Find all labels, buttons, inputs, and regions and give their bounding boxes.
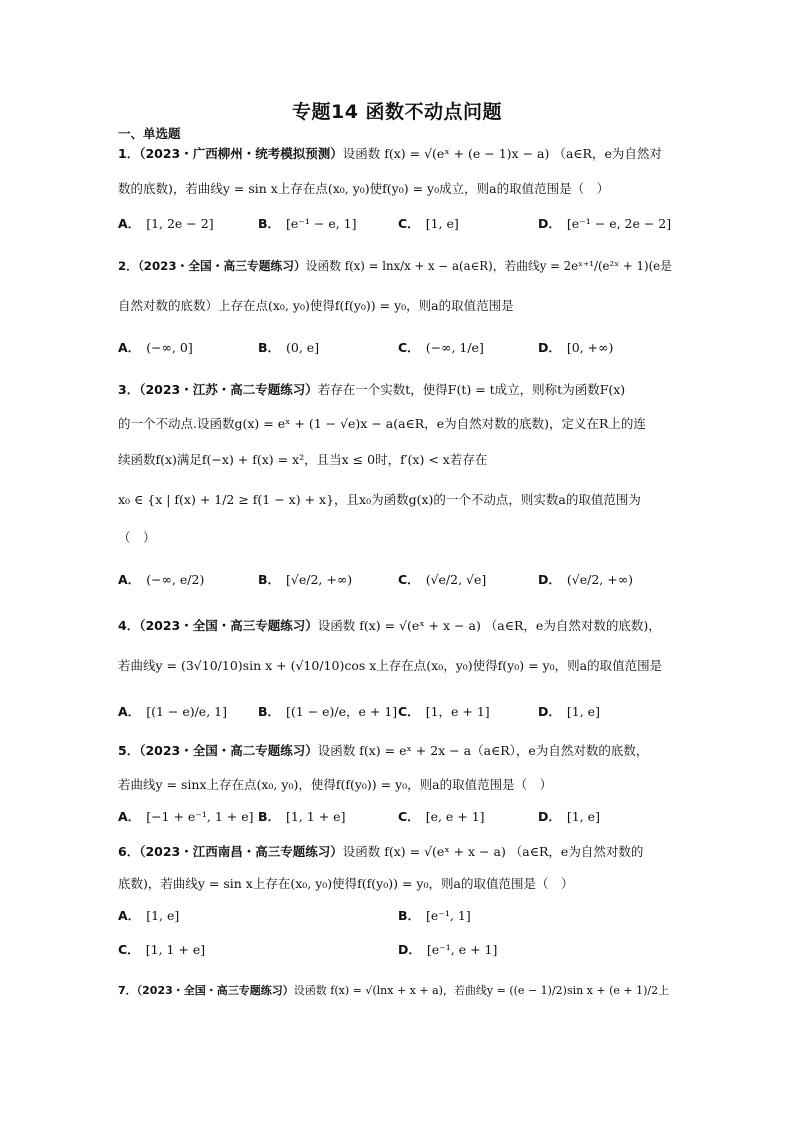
q5-source: （2023・全国・高二专题练习） [139, 743, 318, 758]
q3-option-a: A． (−∞, e/2) [118, 572, 205, 587]
q3-line-1 [118, 380, 678, 400]
q4-source: （2023・全国・高三专题练习） [139, 618, 318, 633]
q2-text-2: 自然对数的底数）上存在点(x₀, y₀)使得f(f(y₀)) = y₀，则a的取值范围是 [118, 298, 514, 313]
q4-option-d: D． [1, e] [538, 704, 600, 719]
q7-line-1 [118, 981, 678, 1001]
q5-option-a: A． [−1 + e⁻¹, 1 + e] [118, 809, 254, 824]
q2-text-1: 设函数 f(x) = lnx/x + x − a(a∈R)，若曲线y = 2eˣ⁺¹/(e²ˣ + 1)(e是 [305, 259, 672, 273]
q2-line-1 [118, 256, 678, 276]
q2-source: （2023・全国・高三专题练习） [137, 259, 306, 273]
q7-text-1: 设函数 f(x) = √(lnx + x + a)，若曲线y = ((e − 1)/2)sin x + (e + 1)/2上 [293, 984, 670, 997]
q1-source: （2023・广西柳州・统考模拟预测） [139, 146, 343, 161]
q1-option-a: A． [1, 2e − 2] [118, 216, 214, 231]
q1-text-2: 数的底数)，若曲线y = sin x上存在点(x₀, y₀)使f(y₀) = y₀成立，则a的取值范围是（ ） [118, 181, 610, 196]
q3-text-3: 续函数f(x)满足f(−x) + f(x) = x²，且当x ≤ 0时，f′(x) < x若存在 [118, 452, 488, 467]
q4-option-c: C． [1，e + 1] [398, 704, 490, 719]
q6-line-1 [118, 842, 678, 862]
q6-text-1: 设函数 f(x) = √(eˣ + x − a) （a∈R，e为自然对数的 [342, 844, 644, 859]
q3-text-4: x₀ ∈ {x | f(x) + 1/2 ≥ f(1 − x) + x}，且x₀为函数g(x)的一个不动点，则实数a的取值范围为 [118, 492, 641, 507]
q3-option-b: B． [√e/2, +∞) [258, 572, 353, 587]
q3-text-5: （ ） [118, 530, 156, 545]
q6-text-2: 底数)，若曲线y = sin x上存在(x₀, y₀)使得f(f(y₀)) = y₀，则a的取值范围是（ ） [118, 876, 574, 891]
q2-option-a: A． (−∞, 0] [118, 340, 193, 355]
q4-option-b: B． [(1 − e)/e，e + 1] [258, 704, 398, 719]
q7-source: （2023・全国・高三专题练习） [136, 984, 294, 997]
q4-text-2: 若曲线y = (3√10/10)sin x + (√10/10)cos x上存在点(x₀，y₀)使得f(y₀) = y₀，则a的取值范围是 [118, 658, 663, 673]
q3-option-d: D． (√e/2, +∞) [538, 572, 634, 587]
q5-text-1: 设函数 f(x) = eˣ + 2x − a（a∈R），e为自然对数的底数， [317, 743, 649, 758]
q2-number: 2． [118, 259, 138, 273]
q3-number: 3． [118, 382, 140, 397]
q3-text-2: 的一个不动点.设函数g(x) = eˣ + (1 − √e)x − a(a∈R，e为自然对数的底数)，定义在R上的连 [118, 416, 646, 431]
q5-number: 5． [118, 743, 140, 758]
q2-option-b: B． (0, e] [258, 340, 320, 355]
q3-source: （2023・江苏・高二专题练习） [139, 382, 318, 397]
q1-option-b: B． [e⁻¹ − e, 1] [258, 216, 357, 231]
q4-text-1: 设函数 f(x) = √(eˣ + x − a) （a∈R，e为自然对数的底数)， [317, 618, 661, 633]
q6-option-b: B． [e⁻¹, 1] [398, 908, 471, 923]
q7-number: 7． [118, 984, 137, 997]
q3-option-c: C． (√e/2, √e] [398, 572, 487, 587]
q5-text-2: 若曲线y = sinx上存在点(x₀, y₀)，使得f(f(y₀)) = y₀，则a的取值范围是（ ） [118, 777, 553, 792]
q4-option-a: A． [(1 − e)/e, 1] [118, 704, 227, 719]
q1-number: 1． [118, 146, 140, 161]
q2-option-d: D． [0, +∞) [538, 340, 614, 355]
q3-text-1: 若存在一个实数t，使得F(t) = t成立，则称t为函数F(x) [317, 382, 626, 397]
q6-number: 6． [118, 844, 140, 859]
q5-option-d: D． [1, e] [538, 809, 600, 824]
q6-option-a: A． [1, e] [118, 908, 180, 923]
q1-option-c: C． [1, e] [398, 216, 459, 231]
q2-option-c: C． (−∞, 1/e] [398, 340, 484, 355]
section-heading: 一、单选题 [118, 126, 181, 141]
q4-line-1 [118, 616, 678, 636]
q6-option-c: C． [1, 1 + e] [118, 942, 206, 957]
page-title: 专题14 函数不动点问题 [291, 101, 503, 123]
q1-line-1 [118, 144, 678, 164]
q1-option-d: D． [e⁻¹ − e, 2e − 2] [538, 216, 672, 231]
q5-option-b: B． [1, 1 + e] [258, 809, 346, 824]
q5-option-c: C． [e, e + 1] [398, 809, 485, 824]
q5-line-1 [118, 741, 678, 761]
q6-source: （2023・江西南昌・高三专题练习） [139, 844, 343, 859]
q1-text-1: 设函数 f(x) = √(eˣ + (e − 1)x − a) （a∈R，e为自然对 [342, 146, 662, 161]
q4-number: 4． [118, 618, 140, 633]
q6-option-d: D． [e⁻¹, e + 1] [398, 942, 498, 957]
